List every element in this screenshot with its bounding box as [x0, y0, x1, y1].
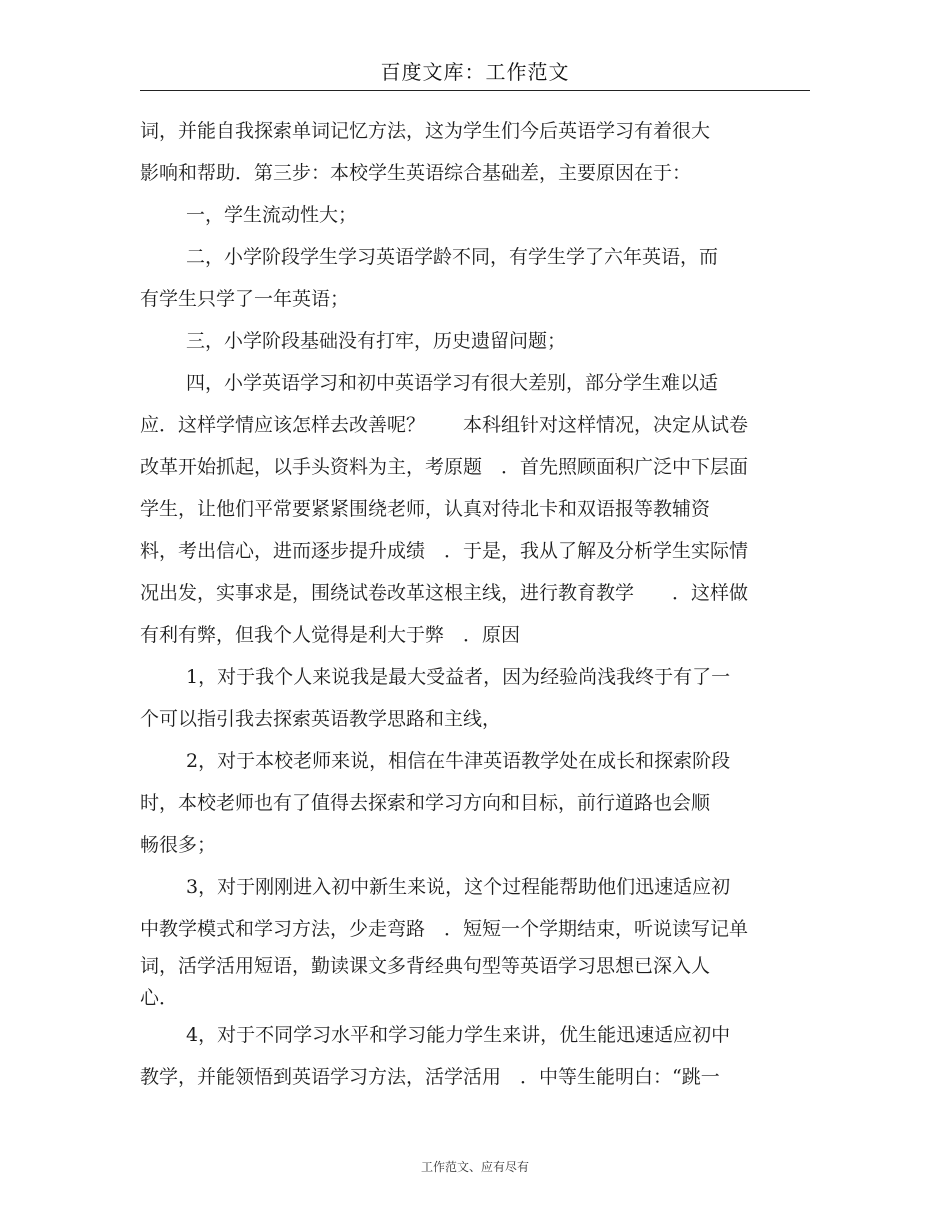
text-line: 词，并能自我探索单词记忆方法，这为学生们今后英语学习有着很大	[140, 120, 711, 142]
text-line: 四，小学英语学习和初中英语学习有很大差别，部分学生难以适	[186, 372, 719, 394]
text-line: 应．这样学情应该怎样去改善呢？ 本科组针对这样情况，决定从试卷	[140, 414, 749, 436]
text-line: 个可以指引我去探索英语教学思路和主线，	[140, 708, 502, 730]
text-line: 改革开始抓起，以手头资料为主，考原题 ．首先照顾面积广泛中下层面	[140, 456, 749, 478]
text-line: 三，小学阶段基础没有打牢，历史遗留问题；	[186, 330, 567, 352]
text-line: 学生，让他们平常要紧紧围绕老师，认真对待北卡和双语报等教辅资	[140, 498, 711, 520]
text-line: 教学，并能领悟到英语学习方法，活学活用 ．中等生能明白：“跳一	[140, 1066, 720, 1088]
text-line: 心．	[140, 987, 179, 1009]
text-line: 1，对于我个人来说我是最大受益者，因为经验尚浅我终于有了一	[186, 666, 731, 688]
text-line: 3，对于刚刚进入初中新生来说，这个过程能帮助他们迅速适应初	[186, 876, 731, 898]
page-footer: 工作范文、应有尽有	[420, 1160, 529, 1174]
text-line: 影响和帮助．第三步：本校学生英语综合基础差，主要原因在于：	[140, 162, 692, 184]
text-line: 二，小学阶段学生学习英语学龄不同，有学生学了六年英语，而	[186, 246, 719, 268]
text-line: 有利有弊，但我个人觉得是利大于弊 ．原因	[140, 624, 521, 646]
header-title: 百度文库：工作范文	[380, 60, 570, 84]
page-header	[140, 54, 810, 91]
text-line: 中教学模式和学习方法，少走弯路 ．短短一个学期结束，听说读写记单	[140, 918, 749, 940]
text-line: 2，对于本校老师来说，相信在牛津英语教学处在成长和探索阶段	[186, 750, 731, 772]
text-line: 时，本校老师也有了值得去探索和学习方向和目标，前行道路也会顺	[140, 792, 711, 814]
text-line: 况出发，实事求是，围绕试卷改革这根主线，进行教育教学 ．这样做	[140, 582, 749, 604]
text-line: 词，活学活用短语，勤读课文多背经典句型等英语学习思想已深入人	[140, 955, 711, 977]
text-line: 料，考出信心，进而逐步提升成绩 ．于是，我从了解及分析学生实际情	[140, 540, 749, 562]
text-line: 一，学生流动性大；	[186, 204, 358, 226]
text-line: 有学生只学了一年英语；	[140, 288, 350, 310]
text-line: 4，对于不同学习水平和学习能力学生来讲，优生能迅速适应初中	[186, 1024, 731, 1046]
text-line: 畅很多；	[140, 834, 217, 856]
document-body	[140, 110, 800, 1098]
